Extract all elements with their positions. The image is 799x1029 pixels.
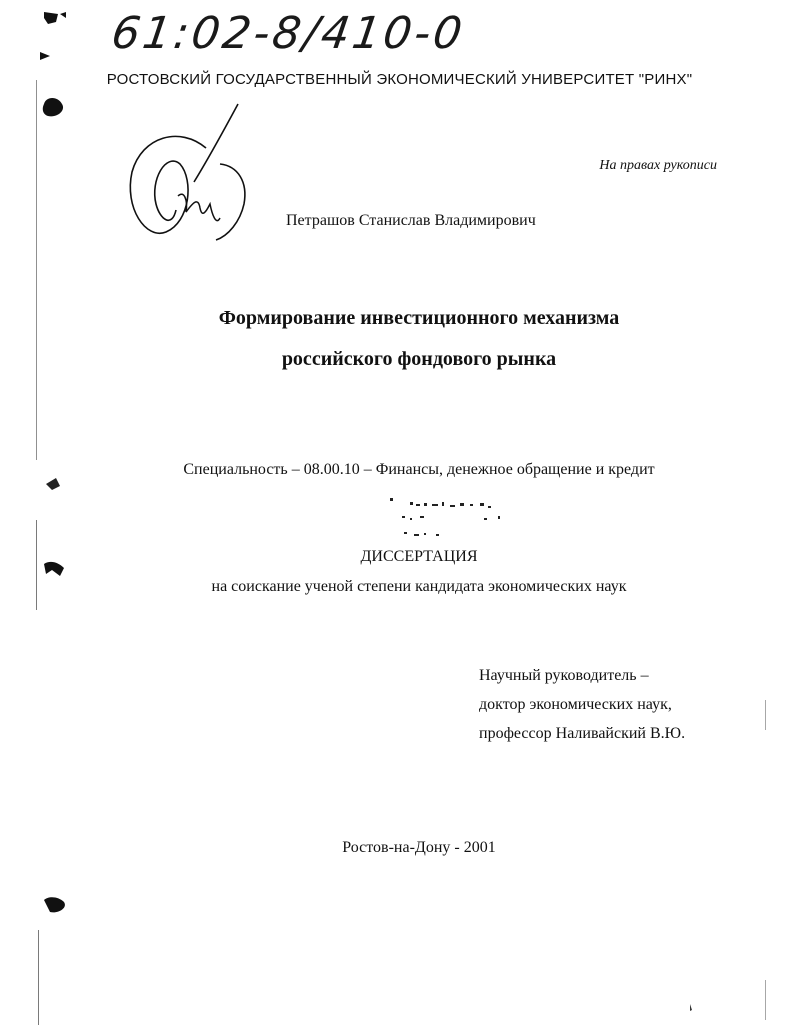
title-line-1: Формирование инвестиционного механизма <box>218 307 620 329</box>
stamp-smudge <box>380 494 520 544</box>
binding-mark-bottom <box>44 897 65 912</box>
author-signature <box>120 100 260 260</box>
archive-number: 61:02-8/410-0 <box>108 8 468 59</box>
university-name: РОСТОВСКИЙ ГОСУДАРСТВЕННЫЙ ЭКОНОМИЧЕСКИЙ УНИВЕРСИТЕТ "РИНХ" <box>106 71 693 88</box>
supervisor-line-3: профессор Наливайский В.Ю. <box>479 725 686 742</box>
supervisor-line-2: доктор экономических наук, <box>479 696 672 713</box>
binding-mark-top <box>44 12 66 24</box>
binding-mark-blot <box>43 98 63 116</box>
author-name: Петрашов Станислав Владимирович <box>286 212 536 229</box>
rights-note: На правах рукописи <box>599 158 717 173</box>
document-type: ДИССЕРТАЦИЯ <box>360 548 478 565</box>
degree-statement: на соискание ученой степени кандидата экономических наук <box>211 578 627 595</box>
binding-mark-small <box>46 478 60 490</box>
title-line-2: российского фондового рынка <box>281 348 557 370</box>
speck <box>690 1004 692 1011</box>
place-and-year: Ростов-на-Дону - 2001 <box>342 839 496 856</box>
supervisor-block <box>479 661 685 748</box>
dissertation-title <box>0 298 799 380</box>
binding-mark-arrow <box>40 52 50 60</box>
supervisor-line-1: Научный руководитель – <box>479 667 649 684</box>
specialty: Специальность – 08.00.10 – Финансы, денежное обращение и кредит <box>183 461 655 478</box>
